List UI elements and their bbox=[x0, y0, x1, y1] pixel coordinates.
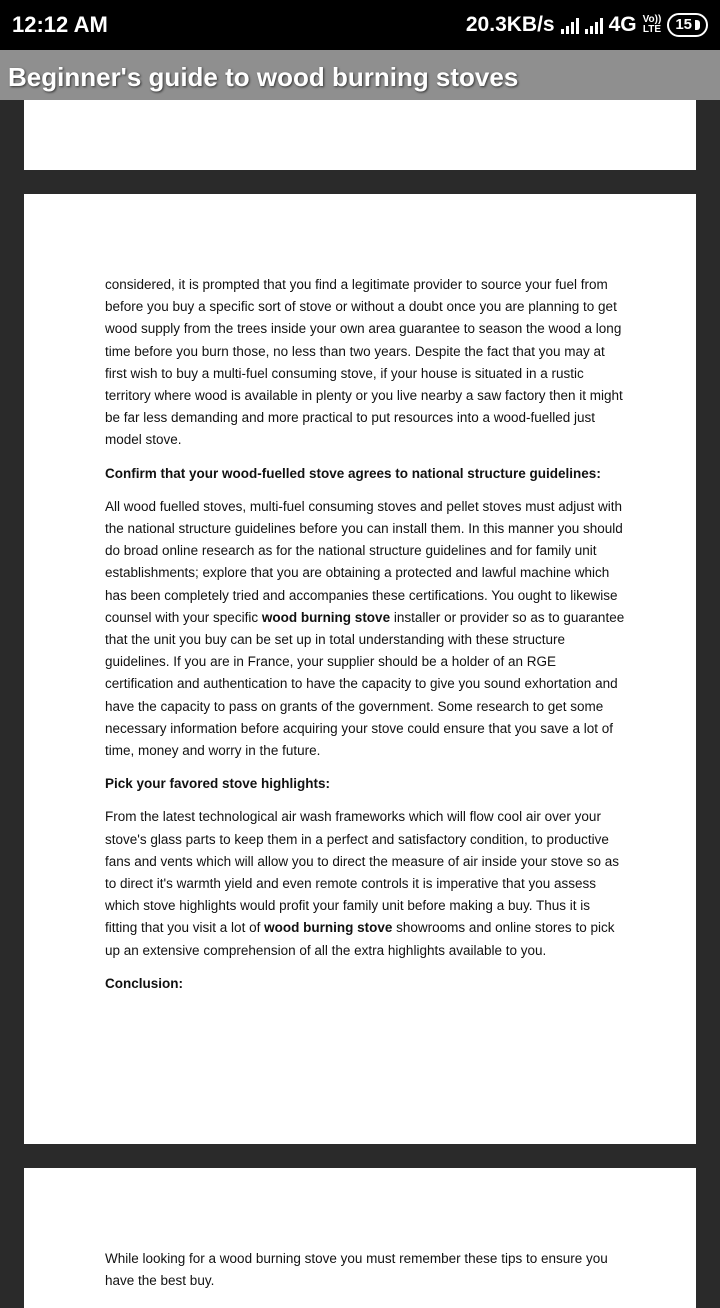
document-page-1 bbox=[24, 100, 696, 170]
paragraph-2: All wood fuelled stoves, multi-fuel consuming stoves and pellet stoves must adjust with the national structure guidelines before you can install them. In this manner you should do broad online research as for the national structure guidelines and for family unit establishments; explore that you are obtaining a protected and lawful machine which has been completely tried and accompanies these certifications. You ought to likewise counsel with your specific wood burning stove installer or provider so as to guarantee that the unit you buy can be set up in total understanding with these structure guidelines. If you are in France, your supplier should be a holder of an RGE certification and authentication to have the capacity to give you sound exhortation and have the capacity to pass on grants of the government. Some research to get some necessary information before acquiring your stove could ensure that you save a lot of time, money and worry in the future. bbox=[105, 498, 625, 759]
document-page-3 bbox=[24, 1168, 696, 1308]
status-time: 12:12 AM bbox=[12, 12, 108, 37]
article-body-continued bbox=[105, 1248, 625, 1303]
status-bar bbox=[0, 0, 720, 50]
network-type: 4G bbox=[608, 13, 637, 36]
heading-stove-highlights: Pick your favored stove highlights: bbox=[105, 776, 331, 792]
heading-conclusion: Conclusion: bbox=[105, 975, 183, 991]
paragraph-1: considered, it is prompted that you find a legitimate provider to source your fuel from before you buy a specific sort of stove or without a doubt once you are planning to get wood supply from the trees inside your own area guarantee to season the wood a long time before you burn those, no less than two years. Despite the fact that you may at first wish to buy a multi-fuel consuming stove, if your house is situated in a rustic territory where wood is available in plenty or you live nearby a saw factory then it might be far less demanding and more practical to put resources into a wood-fuelled just model stove. bbox=[105, 277, 623, 448]
keyword-link: wood burning stove bbox=[261, 609, 391, 625]
battery-icon bbox=[667, 13, 708, 37]
document-page-2 bbox=[24, 194, 696, 1144]
volte-icon: Vo)) LTE bbox=[642, 14, 662, 35]
article-body bbox=[105, 274, 625, 1006]
battery-level: 15 bbox=[675, 16, 692, 33]
keyword-link-2: wood burning stove bbox=[264, 920, 393, 936]
paragraph-4: While looking for a wood burning stove you must remember these tips to ensure you have the best buy. bbox=[105, 1251, 608, 1289]
signal-icon bbox=[561, 16, 579, 34]
page-title: Beginner's guide to wood burning stoves bbox=[0, 50, 720, 100]
signal-icon-2 bbox=[585, 16, 603, 34]
paragraph-3: From the latest technological air wash frameworks which will flow cool air over your stove's glass parts to keep them in a perfect and satisfactory condition, to productive fans and vents which will allow you to direct the measure of air inside your stove so as to direct it's warmth yield and even remote controls it is imperative that you assess which stove highlights would profit your family unit before making a buy. Thus it is fitting that you visit a lot of wood burning stove showrooms and online stores to pick up an extensive comprehension of all the extra highlights available to you. bbox=[105, 809, 620, 958]
network-speed: 20.3KB/s bbox=[465, 13, 555, 36]
status-icons bbox=[466, 13, 708, 37]
heading-structure-guidelines: Confirm that your wood-fuelled stove agrees to national structure guidelines: bbox=[105, 465, 601, 481]
